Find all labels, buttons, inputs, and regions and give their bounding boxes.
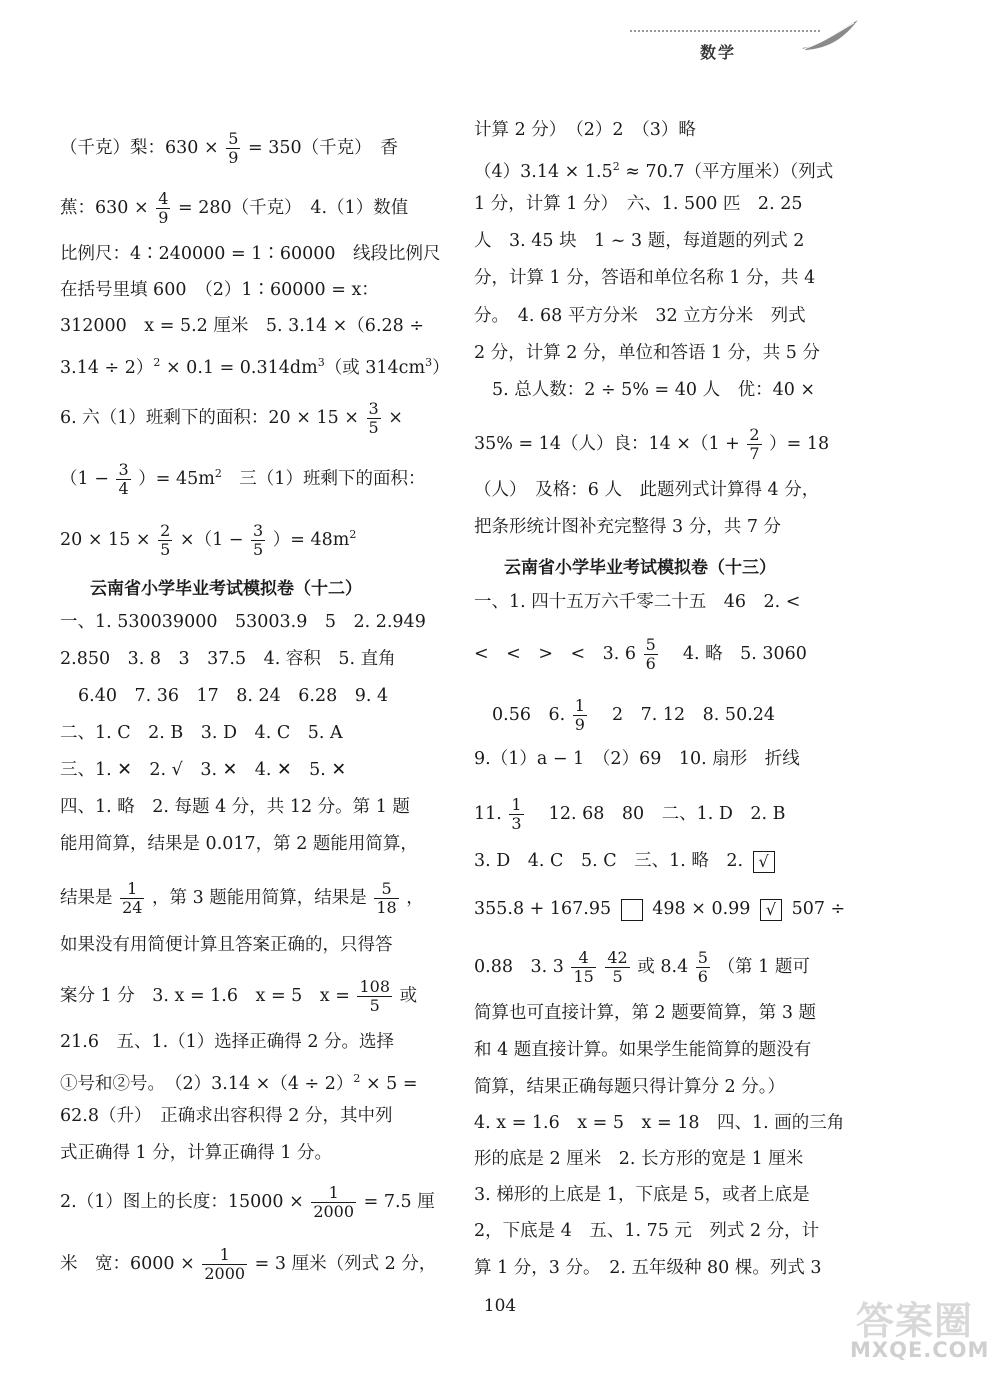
fraction: $\frac{3}{4}$ [118,460,129,498]
fraction: $\frac{5}{9}$ [228,129,239,167]
fraction: $\frac{1}{2000}$ [204,1245,246,1283]
fraction: $\frac{1}{2000}$ [313,1183,355,1221]
answer-line: 一、1. 四十五万六千零二十五 46 2. < [474,592,801,612]
checkbox-mark: √ [760,899,782,921]
answer-line: 二、1. C 2. B 3. D 4. C 5. A [60,723,343,743]
answer-line: 62.8（升） 正确求出容积得 2 分，其中列 [60,1106,393,1126]
answer-line: $(4)3.14 \times 1.5^2 \approx 70.7$（平方厘米）（列式 [474,160,834,182]
answer-line: （人） 及格：6 人 此题列式计算得 4 分， [474,480,820,500]
answer-line: 2 分，计算 2 分，单位和答语 1 分，共 5 分 [474,343,820,363]
answer-line: 2.850 3. 8 3 37.5 4. 容积 5. 直角 [60,649,396,669]
answer-line: 2.（1）图上的长度：15000 × $\frac{1}{2000}$ = 7.5 厘 [60,1183,435,1221]
answer-line: 计算 2 分） （2）2 （3）略 [474,120,696,140]
answer-line: 355.8 + 167.95 498 × 0.99 √ 507 ÷ [474,899,846,919]
checkbox-mark [621,899,643,921]
answer-line: 20 × 15 × $\frac{2}{5}$ ×（1 − $\frac{3}{5}$ ）= $48m^2$ [60,521,357,559]
answer-line: （1 − $\frac{3}{4}$ ）= $45m^2$ 三（1）班剩下的面积： [60,460,426,498]
answer-line: 0.56 6. $\frac{1}{9}$ 2 7. 12 8. 50.24 [492,696,776,734]
answer-line: 5. 总人数：2 ÷ 5% = 40 人 优：40 × [492,380,816,400]
fraction: $\frac{1}{9}$ [574,696,585,734]
watermark-url: MXQE.COM [850,1338,990,1362]
answer-line: $3.14 \div 2)^2 \times 0.1 = 0.314dm^3$（或 $314cm^3$） [60,356,450,378]
answer-line: 案分 1 分 3. x = 1.6 x = 5 x = $\frac{108}{5}$ 或 [60,977,418,1015]
checkbox-mark: √ [753,851,775,873]
fraction: $\frac{2}{5}$ [160,521,171,559]
fraction: $\frac{1}{3}$ [511,795,522,833]
fraction: $\frac{3}{5}$ [253,521,264,559]
answer-line: 2，下底是 4 五、1. 75 元 列式 2 分，计 [474,1221,820,1241]
fraction: $\frac{5}{6}$ [697,948,708,986]
leaf-icon [800,18,860,52]
fraction: $\frac{108}{5}$ [359,977,391,1015]
answer-line: 分。 4. 68 平方分米 32 立方分米 列式 [474,306,806,326]
answer-line: 4. x = 1.6 x = 5 x = 18 四、1. 画的三角 [474,1113,845,1133]
watermark-text: 答案圈 [856,1299,974,1343]
fraction: $\frac{2}{7}$ [749,425,760,463]
answer-line: 3. 梯形的上底是 1，下底是 5，或者上底是 [474,1185,810,1205]
answer-line: 在括号里填 600 （2）1∶60000 = x： [60,280,379,300]
answer-line: 简算也可直接计算，第 2 题要简算，第 3 题 [474,1003,817,1023]
answer-line: 312000 x = 5.2 厘米 5. 3.14 ×（6.28 ÷ [60,316,424,336]
answer-line: 1 分，计算 1 分） 六、1. 500 匹 2. 25 [474,194,803,214]
answer-line: 能用简算，结果是 0.017，第 2 题能用简算， [60,834,418,854]
answer-line: ①号和②号。 $(2)3.14 \times(4 \div 2)^2 \times 5$ = [60,1072,418,1094]
watermark-logo [838,1290,988,1368]
header-decoration [630,18,860,68]
answer-line: 蕉：630 × $\frac{4}{9}$ = 280（千克） 4.（1）数值 [60,189,409,227]
answer-line: 如果没有用简便计算且答案正确的，只得答 [60,935,393,955]
answer-line: 算 1 分，3 分。 2. 五年级种 80 棵。列式 3 [474,1258,822,1278]
section-heading: 云南省小学毕业考试模拟卷（十三） [504,558,776,578]
answer-line: 35% = 14（人）良：14 ×（1 + $\frac{2}{7}$ ）= 18 [474,425,830,463]
answer-line: 三、1. ✕ 2. √ 3. ✕ 4. ✕ 5. ✕ [60,760,347,780]
fraction: $\frac{5}{6}$ [645,635,656,673]
answer-line: 6. 六（1）班剩下的面积：20 × 15 × $\frac{3}{5}$ × [60,399,403,437]
fraction: $\frac{4}{15}$ [573,948,594,986]
answer-line: 11. $\frac{1}{3}$ 12. 68 80 二、1. D 2. B [474,795,786,833]
answer-line: 把条形统计图补充完整得 3 分，共 7 分 [474,517,782,537]
answer-line: （千克）梨：630 × $\frac{5}{9}$ = 350（千克） 香 [60,129,398,167]
answer-line: 结果是 $\frac{1}{24}$ ，第 3 题能用简算，结果是 $\frac{5}{18}$ ， [60,879,424,917]
fraction: $\frac{5}{18}$ [376,879,397,917]
answer-line: 3. D 4. C 5. C 三、1. 略 2. √ [474,849,779,873]
answer-line: 和 4 题直接计算。如果学生能简算的题没有 [474,1040,812,1060]
answer-line: 21.6 五、1.（1）选择正确得 2 分。选择 [60,1032,395,1052]
answer-line: 米 宽：6000 × $\frac{1}{2000}$ = 3 厘米（列式 2 分， [60,1245,437,1283]
fraction: $\frac{1}{24}$ [122,879,143,917]
answer-line: 式正确得 1 分，计算正确得 1 分。 [60,1143,333,1163]
answer-line: 比例尺：4∶240000 = 1∶60000 线段比例尺 [60,244,441,264]
fraction: $\frac{4}{9}$ [158,189,169,227]
answer-line: 分，计算 1 分，答语和单位名称 1 分，共 4 [474,268,816,288]
answer-line: 四、1. 略 2. 每题 4 分，共 12 分。第 1 题 [60,797,410,817]
dotted-rule [630,30,820,32]
section-heading: 云南省小学毕业考试模拟卷（十二） [90,579,362,599]
answer-line: 形的底是 2 厘米 2. 长方形的宽是 1 厘米 [474,1149,804,1169]
answer-line: 6.40 7. 36 17 8. 24 6.28 9. 4 [78,686,389,706]
subject-label: 数学 [700,43,737,62]
answer-line: 0.88 3. 3 $\frac{4}{15}$ $\frac{42}{5}$ 或 8.4 $\frac{5}{6}$ （第 1 题可 [474,948,810,986]
page-number: 104 [483,1296,517,1316]
answer-line: 简算，结果正确每题只得计算分 2 分。） [474,1077,786,1097]
answer-line: 一、1. 530039000 53003.9 5 2. 2.949 [60,612,426,632]
answer-line: < < > < 3. 6 $\frac{5}{6}$ 4. 略 5. 3060 [474,635,807,673]
fraction: $\frac{3}{5}$ [368,399,379,437]
answer-line: 9.（1）a − 1 （2）69 10. 扇形 折线 [474,749,800,769]
fraction: $\frac{42}{5}$ [607,948,628,986]
answer-line: 人 3. 45 块 1 ~ 3 题，每道题的列式 2 [474,231,805,251]
